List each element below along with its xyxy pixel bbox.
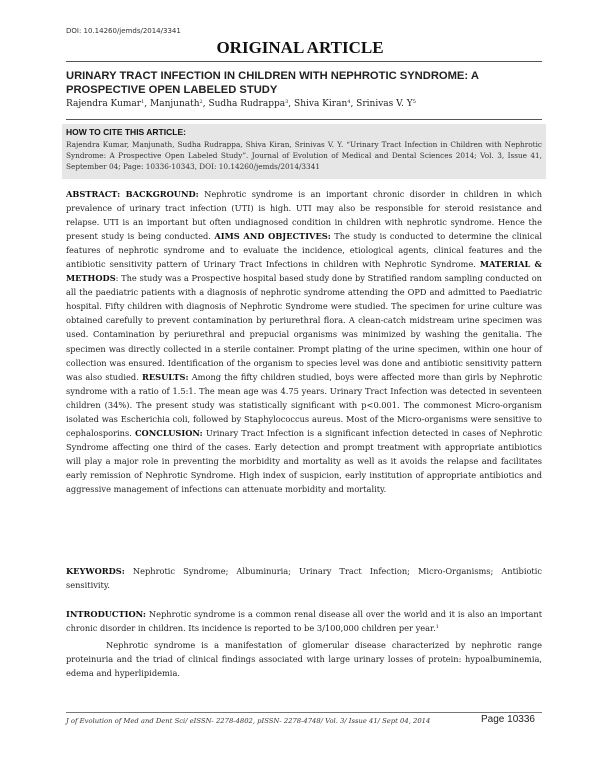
abstract-label: ABSTRACT: bbox=[66, 189, 121, 199]
author-affiliation-mark: 3 bbox=[285, 99, 289, 105]
introduction-label: INTRODUCTION: bbox=[66, 609, 146, 619]
footer-divider bbox=[66, 712, 542, 713]
article-type-heading: ORIGINAL ARTICLE bbox=[216, 38, 384, 57]
conclusion-label: CONCLUSION: bbox=[134, 427, 203, 438]
author-name: Sudha Rudrappa bbox=[208, 99, 286, 109]
author-name: Shiva Kiran bbox=[294, 99, 348, 109]
aims-text: The study is conducted to determine the clinical features of nephrotic syndrome and to evaluate the incidence, etiological agents, clinical features and the antibiotic sensitivity pattern of Urinary Tract Infections in children with Nephrotic Syndrome. bbox=[66, 231, 542, 270]
citation-text: Rajendra Kumar, Manjunath, Sudha Rudrappa, Shiva Kiran, Srinivas V. Y. “Urinary Tract Infection in Children with Nephrotic Syndrome: A Prospective Open Labeled Study”. Journal of Evolution of Medical and Dental Sciences 2014; Vol. 3, Issue 41, September 04; Page: 10336-10343, DOI: 10.14260/jemds/2014/3341 bbox=[66, 140, 542, 171]
cite-divider bbox=[66, 119, 542, 120]
conclusion-text: Urinary Tract Infection is a significant infection detected in cases of Nephrotic Syndrome affecting one third of the cases. Early detection and prompt treatment with appropriate antibiotics will play a major role in preventing the morbidity and mortality as well as it avoids the relapse and facilitates early remission of Nephrotic Syndrome. High index of suspicion, early institution of appropriate antibiotics and aggressive management of infections can attenuate morbidity and mortality. bbox=[66, 427, 542, 494]
background-text: Nephrotic syndrome is an important chronic disorder in children in which prevalence of urinary tract infection (UTI) is high. UTI may also be responsible for steroid resistance and relapse. UTI is an important but often undiagnosed condition in children with nephrotic syndrome. Hence the present study is being conducted. bbox=[66, 189, 543, 242]
aims-label: AIMS AND OBJECTIVES: bbox=[214, 231, 331, 242]
methods-text: : The study was a Prospective hospital based study done by Stratified random sampling conducted on all the paediatric patients with a diagnosis of nephrotic syndrome attending the OPD and admitted to Paediatric hospital. Fifty children with diagnosis of Nephrotic Syndrome were studied. The specimen for urine culture was obtained carefully to prevent contamination by periurethral flora. A clean-catch midstream urine specimen was used. Contamination by periurethral and prepucial organisms was minimized by washing the genitalia. The specimen was directly collected in a sterile container. Prompt plating of the urine specimen, within one hour of collection was ensured. Identification of the organism to species level was done and antibiotic sensitivity pattern was also studied. bbox=[66, 273, 542, 382]
reference-mark: 1 bbox=[435, 624, 439, 630]
background-label: BACKGROUND: bbox=[125, 189, 199, 199]
doi-text: DOI: 10.14260/jemds/2014/3341 bbox=[66, 27, 181, 35]
header-divider bbox=[66, 61, 542, 62]
author-affiliation-mark: 5 bbox=[412, 99, 416, 105]
introduction-paragraph-2: Nephrotic syndrome is a manifestation of glomerular disease characterized by nephrotic range proteinuria and the triad of clinical findings associated with large urinary losses of protein: hypoalbuminemia, edema and hyperlipidemia. bbox=[66, 640, 542, 678]
keywords-paragraph bbox=[66, 564, 542, 592]
journal-footer: J of Evolution of Med and Dent Sci/ eISSN- 2278-4802, pISSN- 2278-4748/ Vol. 3/ Issue 41/ Sept 04, 2014 bbox=[66, 717, 431, 725]
results-text: Among the fifty children studied, boys were affected more than girls by Nephrotic syndrome with a ratio of 1.5:1. The mean age was 4.75 years. Urinary Tract Infection was detected in seventeen children (34%). The present study was statistically significant with p<0.001. The commonest Micro-organism isolated was Escherichia coli, followed by Staphylococcus aureus. Most of the Micro-organisms were sensitive to cephalosporins. bbox=[66, 371, 543, 438]
author-affiliation-mark: 2 bbox=[199, 99, 203, 105]
citation-heading: HOW TO CITE THIS ARTICLE: bbox=[66, 127, 186, 137]
author-name: Manjunath bbox=[150, 99, 200, 109]
keywords-label: KEYWORDS: bbox=[66, 566, 125, 576]
author-name: Rajendra Kumar bbox=[66, 99, 142, 109]
author-name: Srinivas V. Y bbox=[356, 99, 413, 109]
page-number: Page 10336 bbox=[481, 714, 535, 725]
keywords-text: Nephrotic Syndrome; Albuminuria; Urinary Tract Infection; Micro-Organisms; Antibiotic sensitivity. bbox=[66, 566, 543, 590]
introduction-text: Nephrotic syndrome is a common renal disease all over the world and it is also an important chronic disorder in children. Its incidence is reported to be 3/100,000 children per year. bbox=[66, 609, 543, 633]
author-affiliation-mark: 1 bbox=[141, 99, 145, 105]
abstract-paragraph bbox=[66, 187, 542, 496]
author-list: Rajendra Kumar$^1$, Manjunath$^2$, Sudha Rudrappa$^3$, Shiva Kiran$^4$, Srinivas V. $Y^5$ bbox=[66, 99, 416, 109]
introduction-paragraph bbox=[66, 607, 542, 635]
author-affiliation-mark: 4 bbox=[347, 99, 351, 105]
methods-label: MATERIAL & METHODS bbox=[66, 259, 542, 284]
results-label: RESULTS: bbox=[141, 371, 189, 382]
article-title: URINARY TRACT INFECTION IN CHILDREN WITH NEPHROTIC SYNDROME: A PROSPECTIVE OPEN LABELED STUDY bbox=[66, 70, 479, 96]
